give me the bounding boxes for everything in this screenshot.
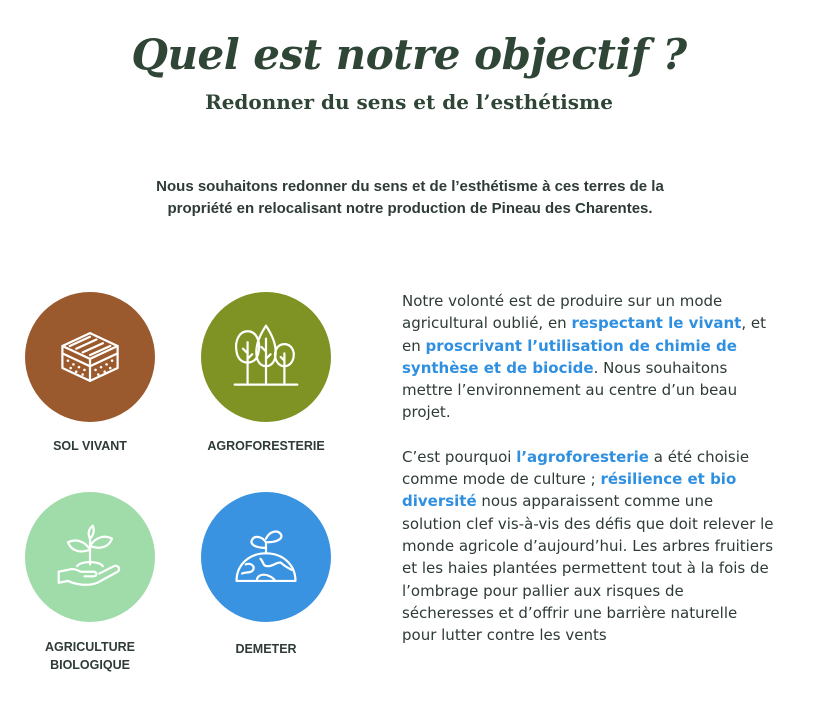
highlight-proscrivant-chimie: proscrivant l’utilisation de chimie de synthèse et de biocide [402, 336, 737, 377]
sol-vivant-badge [25, 292, 155, 422]
label-line-2: BIOLOGIQUE [50, 658, 130, 672]
highlight-resilience-biodiversite: résilience et bio diversité [402, 470, 737, 511]
page-subtitle: Redonner du sens et de l’esthétisme [205, 90, 613, 114]
text-run: nous apparaissent comme une solution clef vis-à-vis des défis que doit relever le monde agricole d’aujourd’hui. Les arbres fruitiers et les haies plantées permettent tout à la fois de l’ombrage pour pallier aux risques de sécheresses et d’offrir une barrière naturelle pour lutter contre les vents [402, 492, 774, 645]
intro-text: Nous souhaitons redonner du sens et de l’esthétisme à ces terres de la propriété en relocalisant notre production de Pineau des Charentes. [156, 178, 664, 217]
demeter-label: DEMETER [235, 642, 297, 656]
page-title: Quel est notre objectif ? [131, 30, 687, 79]
paragraph-agroforesterie [402, 446, 774, 647]
agroforesterie-badge [201, 292, 331, 422]
paragraph-vivant [402, 290, 774, 424]
agroforesterie-label: AGROFORESTERIE [207, 439, 325, 453]
demeter-badge [201, 492, 331, 622]
trees-icon [220, 311, 312, 403]
hand-seedling-icon [44, 511, 136, 603]
highlight-agroforesterie: l’agroforesterie [516, 447, 649, 466]
soil-layers-icon [44, 311, 136, 403]
sol-vivant-label: SOL VIVANT [53, 439, 127, 453]
earth-heart-plant-icon [220, 511, 312, 603]
highlight-respectant-le-vivant: respectant le vivant [571, 314, 742, 333]
text-run: Notre volonté est de produire sur un mode agricultural oublié, en [402, 292, 723, 333]
label-line-1: AGRICULTURE [44, 640, 136, 654]
text-run: C’est pourquoi [402, 447, 517, 466]
text-run: . Nous souhaitons mettre l’environnement au centre d’un beau projet. [402, 358, 738, 422]
text-run: a été choisie comme mode de culture ; [402, 447, 750, 489]
text-run: , et en [402, 314, 766, 355]
description-column [402, 290, 774, 646]
agriculture-biologique-badge [25, 492, 155, 622]
agriculture-biologique-label [5, 638, 175, 674]
